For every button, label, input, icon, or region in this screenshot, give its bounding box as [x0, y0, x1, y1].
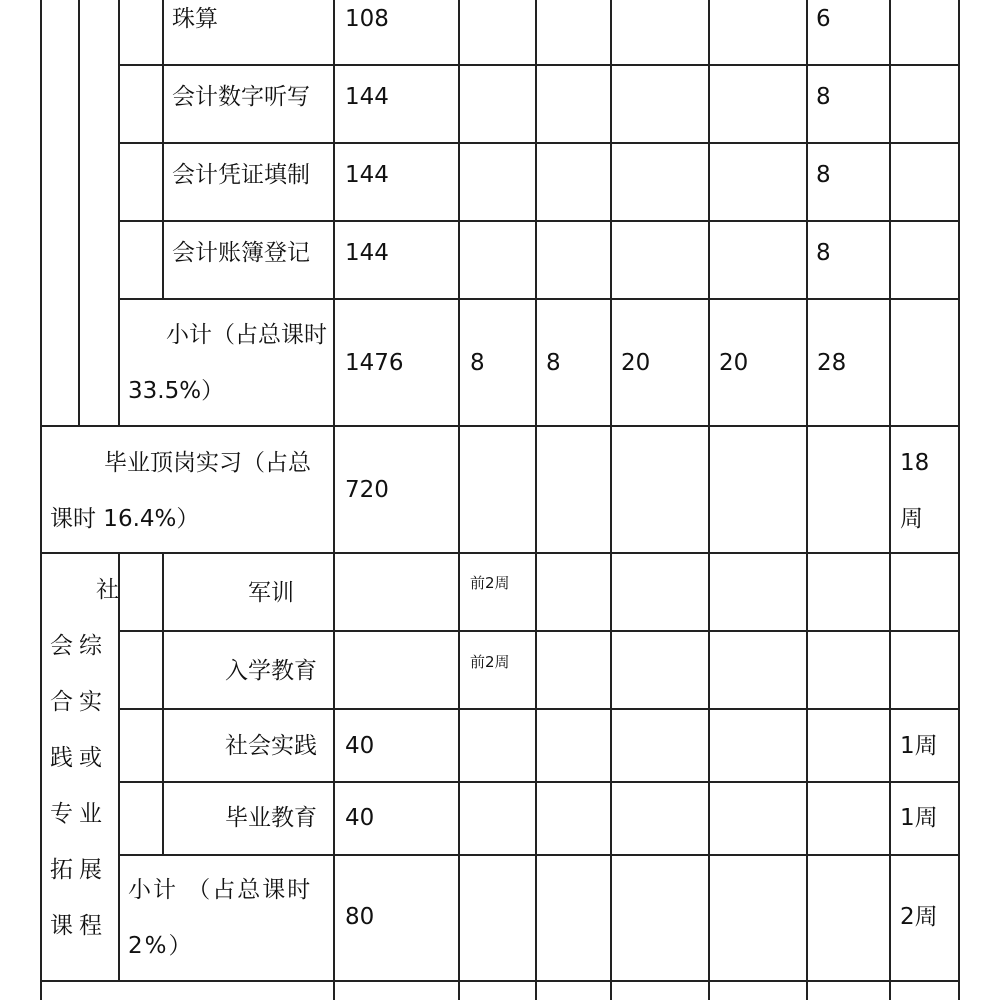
- hours-cell: 40: [345, 805, 375, 831]
- grid-line: [610, 0, 612, 1000]
- grid-line: [40, 425, 960, 427]
- course-name: 会计凭证填制: [172, 162, 310, 188]
- hours-cell: 720: [345, 477, 389, 503]
- grid-line: [889, 0, 891, 1000]
- weeks-cell: 2周: [900, 904, 938, 930]
- course-name: 会计账簿登记: [172, 240, 310, 266]
- hours-cell: 40: [345, 733, 375, 759]
- hours-cell: 144: [345, 240, 389, 266]
- grid-line: [958, 0, 960, 1000]
- course-name: 毕业教育: [225, 805, 317, 831]
- term5-cell: 8: [816, 162, 831, 188]
- grid-line: [118, 630, 958, 632]
- grid-line: [535, 0, 537, 1000]
- grid-line: [333, 0, 335, 1000]
- grid-line: [118, 64, 958, 66]
- grid-line: [118, 220, 958, 222]
- term5-cell: 8: [816, 240, 831, 266]
- term5-cell: 28: [817, 350, 847, 376]
- category-label: 社会综合实践或专业拓展课程: [50, 577, 125, 939]
- term4-cell: 20: [719, 350, 749, 376]
- grid-line: [806, 0, 808, 1000]
- term5-cell: 8: [816, 84, 831, 110]
- course-name: 珠算: [172, 6, 218, 32]
- subtotal-label: 小计 （占总课时 2%）: [128, 877, 313, 959]
- grid-line: [40, 980, 960, 982]
- weeks-cell: 1周: [900, 733, 938, 759]
- term3-cell: 20: [621, 350, 651, 376]
- hours-cell: 144: [345, 84, 389, 110]
- grid-line: [78, 0, 80, 425]
- grid-line: [458, 0, 460, 1000]
- term1-cell: 前2周: [470, 653, 510, 671]
- grid-line: [162, 552, 164, 854]
- grid-line: [708, 0, 710, 1000]
- term2-cell: 8: [546, 350, 561, 376]
- weeks-cell: 1周: [900, 805, 938, 831]
- term5-cell: 6: [816, 6, 831, 32]
- hours-cell: 80: [345, 904, 375, 930]
- grid-line: [40, 552, 960, 554]
- hours-cell: 144: [345, 162, 389, 188]
- hours-cell: 108: [345, 6, 389, 32]
- grid-line: [118, 781, 958, 783]
- term1-cell: 8: [470, 350, 485, 376]
- grid-line: [40, 0, 42, 1000]
- grid-line: [118, 298, 958, 300]
- term1-cell: 前2周: [470, 574, 510, 592]
- grid-line: [118, 854, 958, 856]
- internship-label: 毕业顶岗实习（占总课时 16.4%）: [50, 450, 311, 532]
- hours-cell: 1476: [345, 350, 404, 376]
- course-name: 会计数字听写: [172, 84, 310, 110]
- course-name: 入学教育: [225, 658, 317, 684]
- weeks-cell: 18周: [900, 450, 930, 532]
- subtotal-label: 小计（占总课时 33.5%）: [128, 322, 327, 404]
- grid-line: [118, 142, 958, 144]
- course-name: 社会实践: [225, 733, 317, 759]
- grid-line: [118, 708, 958, 710]
- grid-line: [162, 0, 164, 298]
- course-name: 军训: [248, 580, 294, 606]
